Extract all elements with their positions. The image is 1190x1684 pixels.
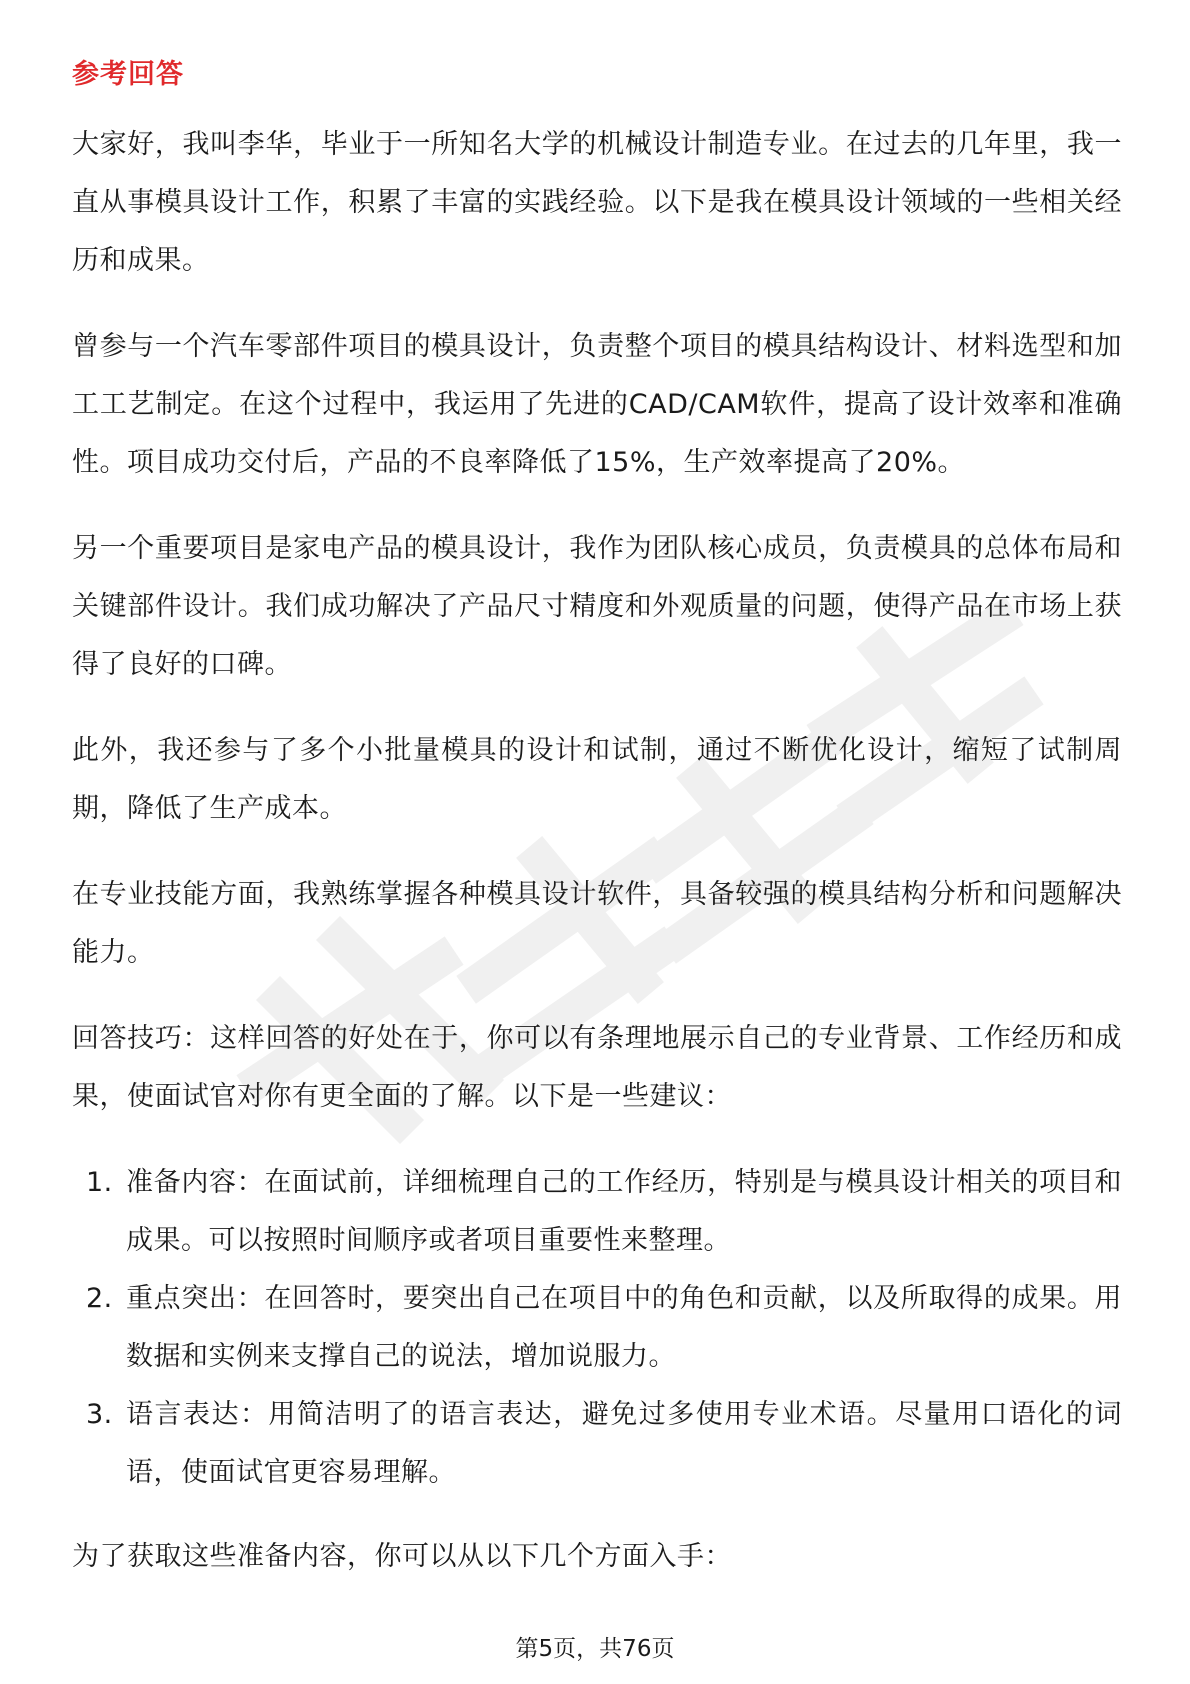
tips-list — [72, 1154, 1122, 1502]
paragraph-small-batch: 此外，我还参与了多个小批量模具的设计和试制，通过不断优化设计，缩短了试制周期，降低了生产成本。 — [72, 735, 1122, 824]
paragraph-closing: 为了获取这些准备内容，你可以从以下几个方面入手： — [72, 1541, 732, 1572]
section-title: 参考回答 — [72, 59, 184, 90]
list-item-text: 重点突出：在回答时，要突出自己在项目中的角色和贡献，以及所取得的成果。用数据和实例来支撑自己的说法，增加说服力。 — [126, 1283, 1122, 1372]
list-item-number: 2. — [86, 1283, 113, 1314]
list-item-number: 1. — [86, 1167, 113, 1198]
page-number: 第5页，共76页 — [515, 1636, 675, 1662]
list-item — [72, 1386, 1122, 1502]
answer-body — [72, 116, 1122, 1614]
paragraph-tips-intro: 回答技巧：这样回答的好处在于，你可以有条理地展示自己的专业背景、工作经历和成果，使面试官对你有更全面的了解。以下是一些建议： — [72, 1023, 1122, 1112]
list-item-text: 语言表达：用简洁明了的语言表达，避免过多使用专业术语。尽量用口语化的词语，使面试官更容易理解。 — [126, 1399, 1122, 1488]
list-item-text: 准备内容：在面试前，详细梳理自己的工作经历，特别是与模具设计相关的项目和成果。可以按照时间顺序或者项目重要性来整理。 — [126, 1167, 1122, 1256]
paragraph-appliance-project: 另一个重要项目是家电产品的模具设计，我作为团队核心成员，负责模具的总体布局和关键部件设计。我们成功解决了产品尺寸精度和外观质量的问题，使得产品在市场上获得了良好的口碑。 — [72, 533, 1122, 680]
list-item — [72, 1154, 1122, 1270]
paragraph-intro: 大家好，我叫李华，毕业于一所知名大学的机械设计制造专业。在过去的几年里，我一直从事模具设计工作，积累了丰富的实践经验。以下是我在模具设计领域的一些相关经历和成果。 — [72, 129, 1122, 276]
list-item-number: 3. — [86, 1399, 113, 1430]
paragraph-skills: 在专业技能方面，我熟练掌握各种模具设计软件，具备较强的模具结构分析和问题解决能力。 — [72, 879, 1122, 968]
paragraph-auto-parts-project: 曾参与一个汽车零部件项目的模具设计，负责整个项目的模具结构设计、材料选型和加工工艺制定。在这个过程中，我运用了先进的CAD/CAM软件，提高了设计效率和准确性。项目成功交付后，产品的不良率降低了15%，生产效率提高了20%。 — [72, 331, 1122, 478]
list-item — [72, 1270, 1122, 1386]
